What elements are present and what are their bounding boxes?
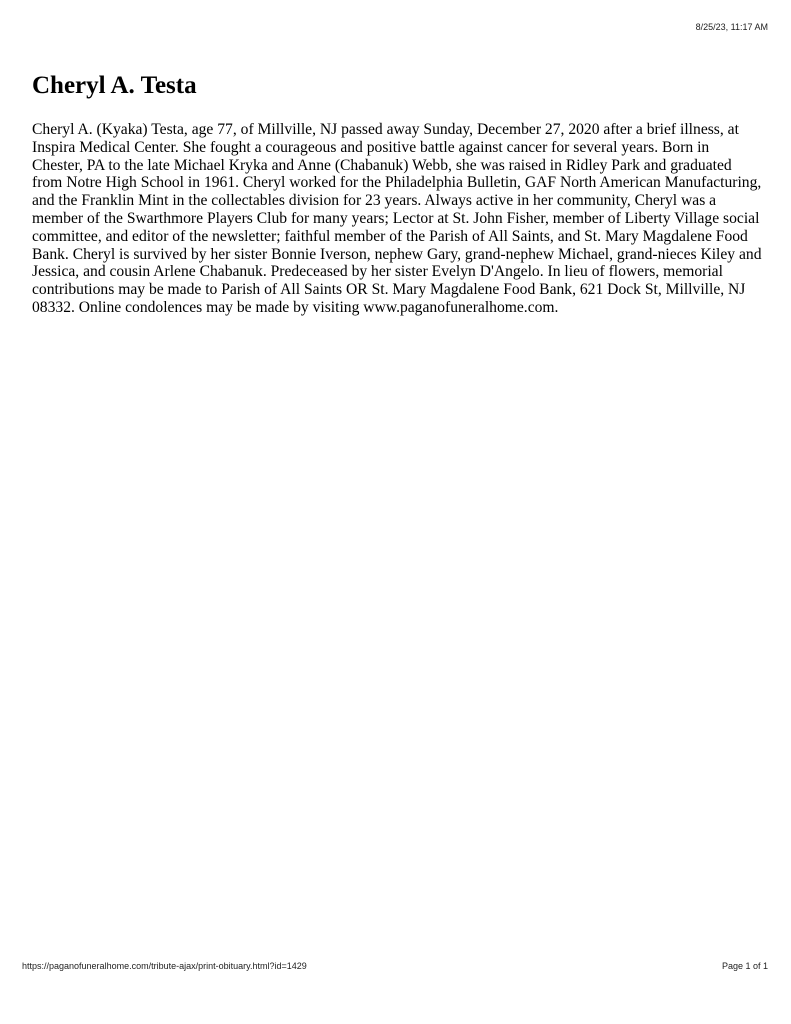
print-timestamp: 8/25/23, 11:17 AM xyxy=(695,22,768,32)
print-footer-url: https://paganofuneralhome.com/tribute-ajax/print-obituary.html?id=1429 xyxy=(22,961,307,971)
obituary-content xyxy=(32,70,762,317)
page-number: Page 1 of 1 xyxy=(721,961,768,971)
page-title: Cheryl A. Testa xyxy=(32,72,197,99)
obituary-text: Cheryl A. (Kyaka) Testa, age 77, of Millville, NJ passed away Sunday, December 27, 2020 after a brief illness, at Inspira Medical Center. She fought a courageous and positive battle against cancer for several years. Born in Chester, PA to the late Michael Kryka and Anne (Chabanuk) Webb, she was raised in Ridley Park and graduated from Notre High School in 1961. Cheryl worked for the Philadelphia Bulletin, GAF North American Manufacturing, and the Franklin Mint in the collectables division for 23 years. Always active in her community, Cheryl was a member of the Swarthmore Players Club for many years; Lector at St. John Fisher, member of Liberty Village social committee, and editor of the newsletter; faithful member of the Parish of All Saints, and St. Mary Magdalene Food Bank. Cheryl is survived by her sister Bonnie Iverson, nephew Gary, grand-nephew Michael, grand-nieces Kiley and Jessica, and cousin Arlene Chabanuk. Predeceased by her sister Evelyn D'Angelo. In lieu of flowers, memorial contributions may be made to Parish of All Saints OR St. Mary Magdalene Food Bank, 621 Dock St, Millville, NJ 08332. Online condolences may be made by visiting www.paganofuneralhome.com. xyxy=(32,121,762,316)
